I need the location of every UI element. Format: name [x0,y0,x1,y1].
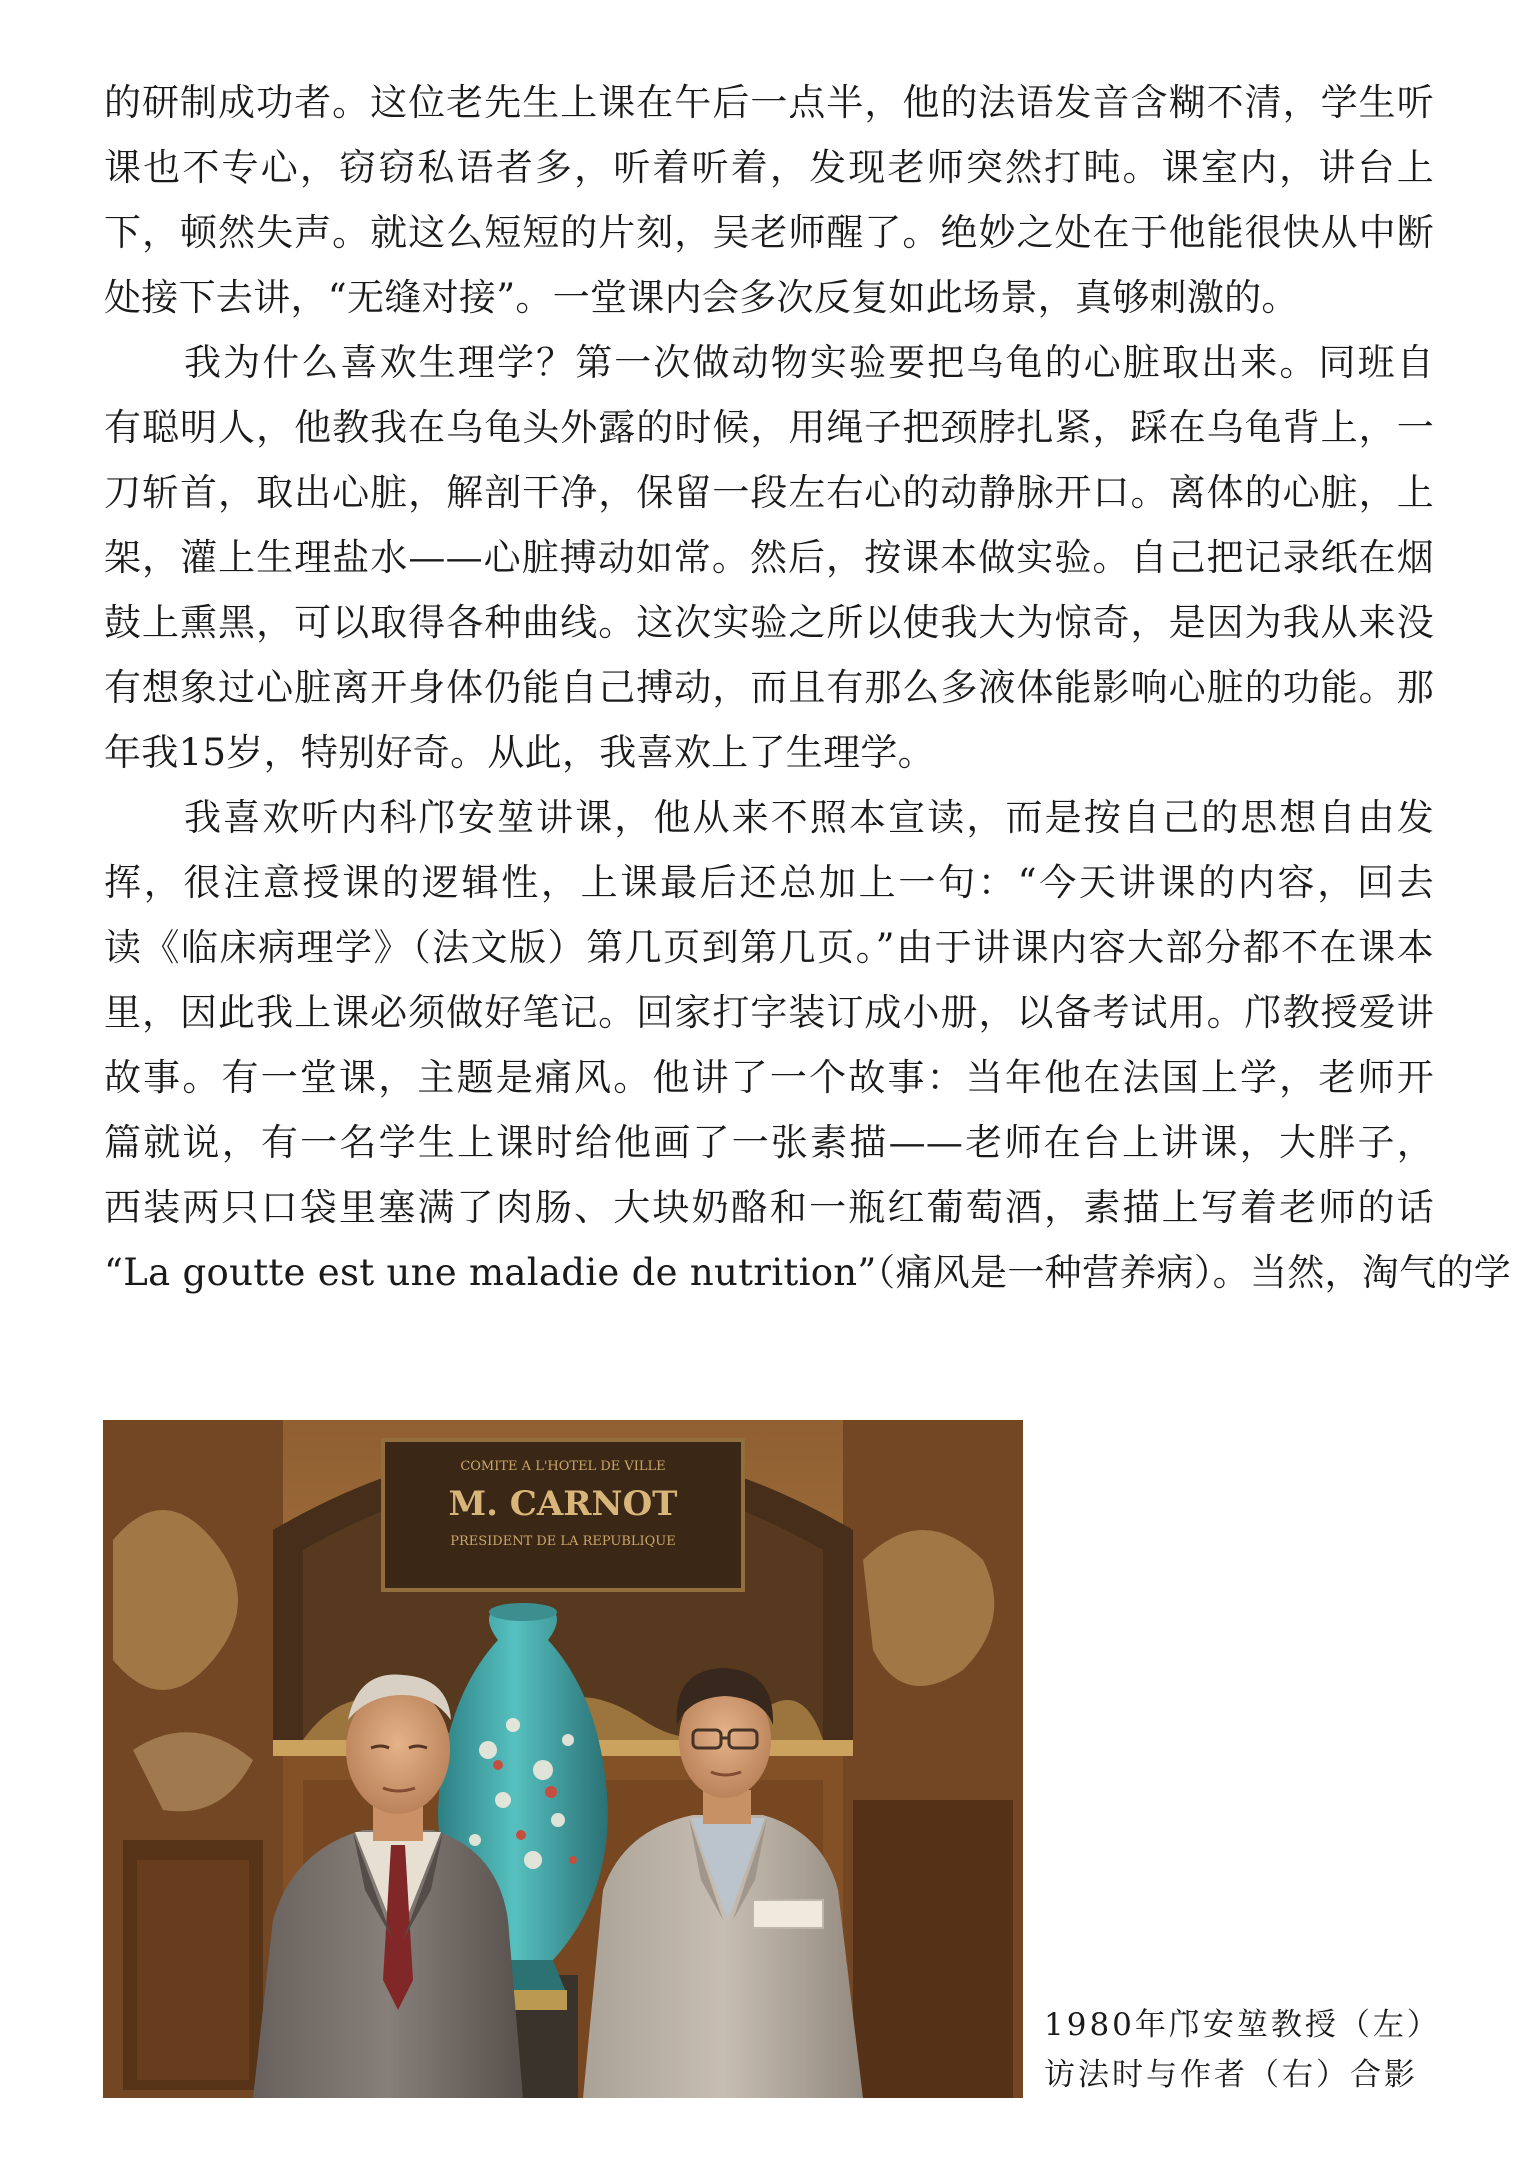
article-body [104,70,1512,1305]
text-line: 有聪明人，他教我在乌龟头外露的时候，用绳子把颈脖扎紧，踩在乌龟背上，一 [104,406,1434,449]
plaque-text: PRESIDENT DE LA REPUBLIQUE [450,1534,676,1549]
text-line: 下，顿然失声。就这么短短的片刻，吴老师醒了。绝妙之处在于他能很快从中断 [104,211,1434,254]
photo-caption [1044,2000,1444,2100]
text-line: 架，灌上生理盐水——心脏搏动如常。然后，按课本做实验。自己把记录纸在烟 [104,536,1434,579]
text-line: 年我15岁，特别好奇。从此，我喜欢上了生理学。 [104,731,935,774]
plaque-text: M. CARNOT [448,1484,678,1524]
text-line: 我为什么喜欢生理学？第一次做动物实验要把乌龟的心脏取出来。同班自 [184,341,1434,384]
caption-line: 访法时与作者（右）合影 [1044,2057,1418,2093]
text-line: 鼓上熏黑，可以取得各种曲线。这次实验之所以使我大为惊奇，是因为我从来没 [104,601,1434,644]
plaque-text: COMITE A L'HOTEL DE VILLE [460,1459,666,1474]
photo-professor-and-author [103,1420,1023,2098]
text-line: 课也不专心，窃窃私语者多，听着听着，发现老师突然打盹。课室内，讲台上 [104,146,1434,189]
text-line: 里，因此我上课必须做好笔记。回家打字装订成小册，以备考试用。邝教授爱讲 [104,991,1434,1034]
text-line: 我喜欢听内科邝安堃讲课，他从来不照本宣读，而是按自己的思想自由发 [184,796,1434,839]
text-line: 篇就说，有一名学生上课时给他画了一张素描——老师在台上讲课，大胖子， [104,1121,1434,1164]
caption-line: 1980年邝安堃教授（左） [1044,2007,1441,2043]
text-line: 故事。有一堂课，主题是痛风。他讲了一个故事：当年他在法国上学，老师开 [104,1056,1434,1099]
text-line: 西装两只口袋里塞满了肉肠、大块奶酪和一瓶红葡萄酒，素描上写着老师的话 [104,1186,1434,1229]
text-line: 的研制成功者。这位老先生上课在午后一点半，他的法语发音含糊不清，学生听 [104,81,1434,124]
text-line: 读《临床病理学》（法文版）第几页到第几页。”由于讲课内容大部分都不在课本 [104,926,1434,969]
paragraph-1 [104,70,1434,330]
paragraph-2 [104,330,1434,785]
text-line: 刀斩首，取出心脏，解剖干净，保留一段左右心的动静脉开口。离体的心脏，上 [104,471,1434,514]
paragraph-3 [104,785,1512,1305]
text-line: 处接下去讲，“无缝对接”。一堂课内会多次反复如此场景，真够刺激的。 [104,276,1299,319]
text-line: “La goutte est une maladie de nutrition”（痛风是一种营养病）。当然，淘气的学 [104,1251,1512,1294]
text-line: 有想象过心脏离开身体仍能自己搏动，而且有那么多液体能影响心脏的功能。那 [104,666,1434,709]
text-line: 挥，很注意授课的逻辑性，上课最后还总加上一句：“今天讲课的内容，回去 [104,861,1434,904]
